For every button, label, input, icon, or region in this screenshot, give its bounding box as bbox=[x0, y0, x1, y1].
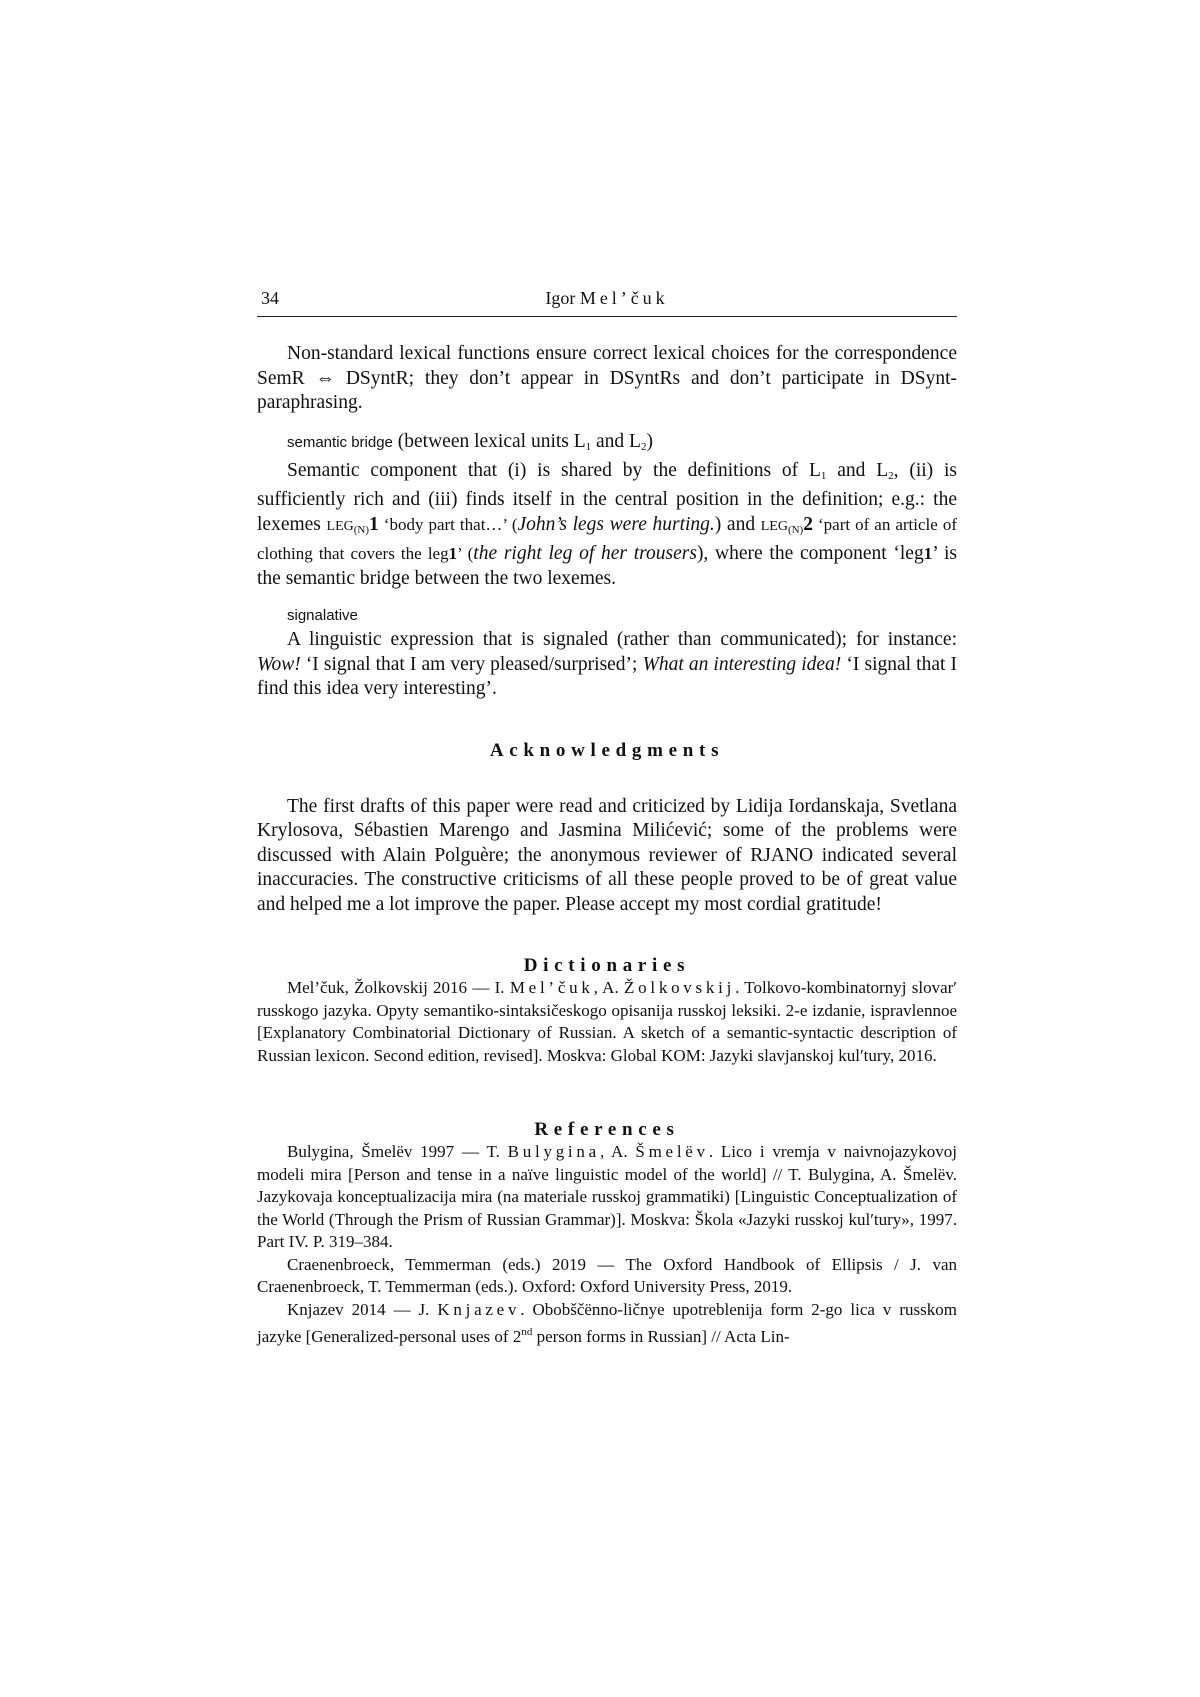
def-text: ’ ( bbox=[457, 544, 474, 563]
page-number: 34 bbox=[261, 288, 279, 308]
dictionary-entry bbox=[257, 977, 957, 1067]
lexeme-number: 1 bbox=[369, 513, 379, 535]
acknowledgments-paragraph: The first drafts of this paper were read and criticized by Lidija Iordanskaja, Svetlana Krylosova, Sébastien Marengo and Jasmina Milićević; some of the problems were discussed with Alain Polguère; the anonymous reviewer of RJANO indicated several inaccuracies. The constructive criticisms of all these people proved to be of great value and helped me a lot improve the paper. Please accept my most cordial gratitude! bbox=[257, 795, 957, 915]
def-text: Semantic component that (i) is shared by the definitions of L bbox=[287, 459, 821, 481]
ref-text: , A. bbox=[599, 1142, 636, 1161]
section-heading-acknowledgments: Acknowledgments bbox=[489, 739, 725, 761]
reference-entry: Craenenbroeck, Temmerman (eds.) 2019 — The Oxford Handbook of Ellipsis / J. van Craenenbroeck, T. Temmerman (eds.). Oxford: Oxford University Press, 2019. bbox=[257, 1254, 957, 1296]
def-text: ‘part of an article of clothing that covers the leg bbox=[257, 514, 957, 563]
def-text: ’ is the semantic bridge between the two lexemes. bbox=[257, 543, 957, 589]
author-last-name: Mel’čuk bbox=[579, 288, 669, 308]
ref-text: Knjazev 2014 — J. bbox=[287, 1299, 438, 1319]
term-gloss: (between lexical units L bbox=[397, 430, 586, 452]
def-text: ‘I signal that I am very pleased/surprised’; bbox=[300, 653, 643, 675]
subscript: 2 bbox=[888, 469, 894, 482]
section-heading-references: References bbox=[534, 1119, 680, 1140]
subscript: 2 bbox=[640, 440, 647, 453]
def-text: ‘body part that…’ ( bbox=[378, 514, 518, 534]
author-first-name: Igor bbox=[545, 288, 576, 308]
ref-author: Bulygina bbox=[507, 1142, 600, 1161]
term-line bbox=[257, 430, 957, 459]
lexeme-number: 1 bbox=[923, 544, 933, 563]
running-header bbox=[257, 288, 957, 317]
example-text: John’s legs were hurting. bbox=[517, 513, 715, 535]
def-text: ‘I signal that I find this idea very interesting’. bbox=[257, 653, 957, 699]
term-signalative: signalative bbox=[287, 607, 358, 624]
ref-author: Šmelëv bbox=[635, 1142, 709, 1161]
reference-entry bbox=[257, 1141, 957, 1254]
running-author bbox=[257, 288, 957, 309]
definition-signalative bbox=[257, 628, 957, 702]
definition-semantic-bridge bbox=[257, 459, 957, 592]
term-semantic-bridge: semantic bridge bbox=[287, 433, 393, 451]
def-text: ) and bbox=[714, 513, 761, 535]
def-text: A linguistic expression that is signaled (rather than communicated); for instance: bbox=[287, 629, 957, 650]
subscript: (N) bbox=[787, 523, 804, 536]
ref-author: Mel’čuk bbox=[509, 978, 594, 997]
def-text: ), where the component ‘leg bbox=[696, 543, 924, 564]
lexeme-leg: LEG bbox=[326, 518, 354, 534]
ref-author: Knjazev bbox=[437, 1299, 521, 1319]
superscript: nd bbox=[521, 1326, 533, 1338]
subscript: 1 bbox=[820, 469, 827, 482]
example-text: the right leg of her trousers bbox=[473, 543, 697, 564]
ref-text: person forms in Russian] // Acta Lin- bbox=[532, 1327, 790, 1346]
ref-text: , A. bbox=[593, 978, 624, 997]
reference-entry bbox=[257, 1299, 957, 1349]
def-text: and L bbox=[826, 459, 889, 481]
ref-text: Bulygina, Šmelëv 1997 — T. bbox=[287, 1142, 508, 1161]
example-text: What an interesting idea! bbox=[642, 653, 842, 675]
ref-text: Mel’čuk, Žolkovskij 2016 — I. bbox=[287, 978, 510, 997]
example-text: Wow! bbox=[257, 653, 301, 675]
glossary-entry-semantic-bridge bbox=[257, 430, 957, 592]
def-text: , (ii) is sufficiently rich and (iii) finds itself in the central position in the definition; e.g.: the lexemes bbox=[257, 459, 957, 535]
ref-author: Žolkovskij bbox=[624, 978, 736, 997]
subscript: 1 bbox=[585, 440, 592, 453]
term-gloss: ) bbox=[646, 430, 653, 452]
ref-text: . Lico i vremja v naivnojazykovoj modeli mira [Person and tense in a naïve linguistic model of the world] // T. Bulygina, A. Šmelëv. Jazykovaja konceptualizacija mira (na materiale russkoj grammatiki) [Linguistic Conceptualization of the World (Through the Prism of Russian Grammar)]. Moskva: Škola «Jazyki russkoj kul′tury», 1997. Part IV. P. 319–384. bbox=[257, 1142, 957, 1251]
ref-text: . Tolkovo-kombinatornyj slovar′ russkogo jazyka. Opyty semantiko-sintaksičeskogo opisanija russkoj leksiki. 2-e izdanie, ispravlennoe [Explanatory Combinatorial Dictionary of Russian. A sketch of a semantic-syntactic description of Russian lexicon. Second edition, revised]. Moskva: Global KOM: Jazyki slavjanskoj kul′tury, 2016. bbox=[257, 978, 958, 1065]
lexeme-number: 2 bbox=[803, 513, 813, 535]
term-line bbox=[257, 603, 957, 628]
section-heading-dictionaries: Dictionaries bbox=[523, 955, 691, 976]
ref-text: . Obobščënno-ličnye upotreblenija form 2-go lica v russkom jazyke [Generalized-personal uses of 2 bbox=[257, 1299, 957, 1346]
term-gloss: and L bbox=[591, 430, 641, 452]
glossary-entry-signalative bbox=[257, 603, 957, 702]
lexeme-leg: LEG bbox=[760, 518, 788, 534]
lexeme-number: 1 bbox=[448, 544, 458, 563]
intro-paragraph: Non-standard lexical functions ensure correct lexical choices for the correspondence SemR ⇔ DSyntR; they don’t appear in DSyntRs and don’t participate in DSynt-paraphrasing. bbox=[257, 343, 957, 413]
page bbox=[257, 288, 957, 1349]
subscript: (N) bbox=[353, 523, 370, 536]
